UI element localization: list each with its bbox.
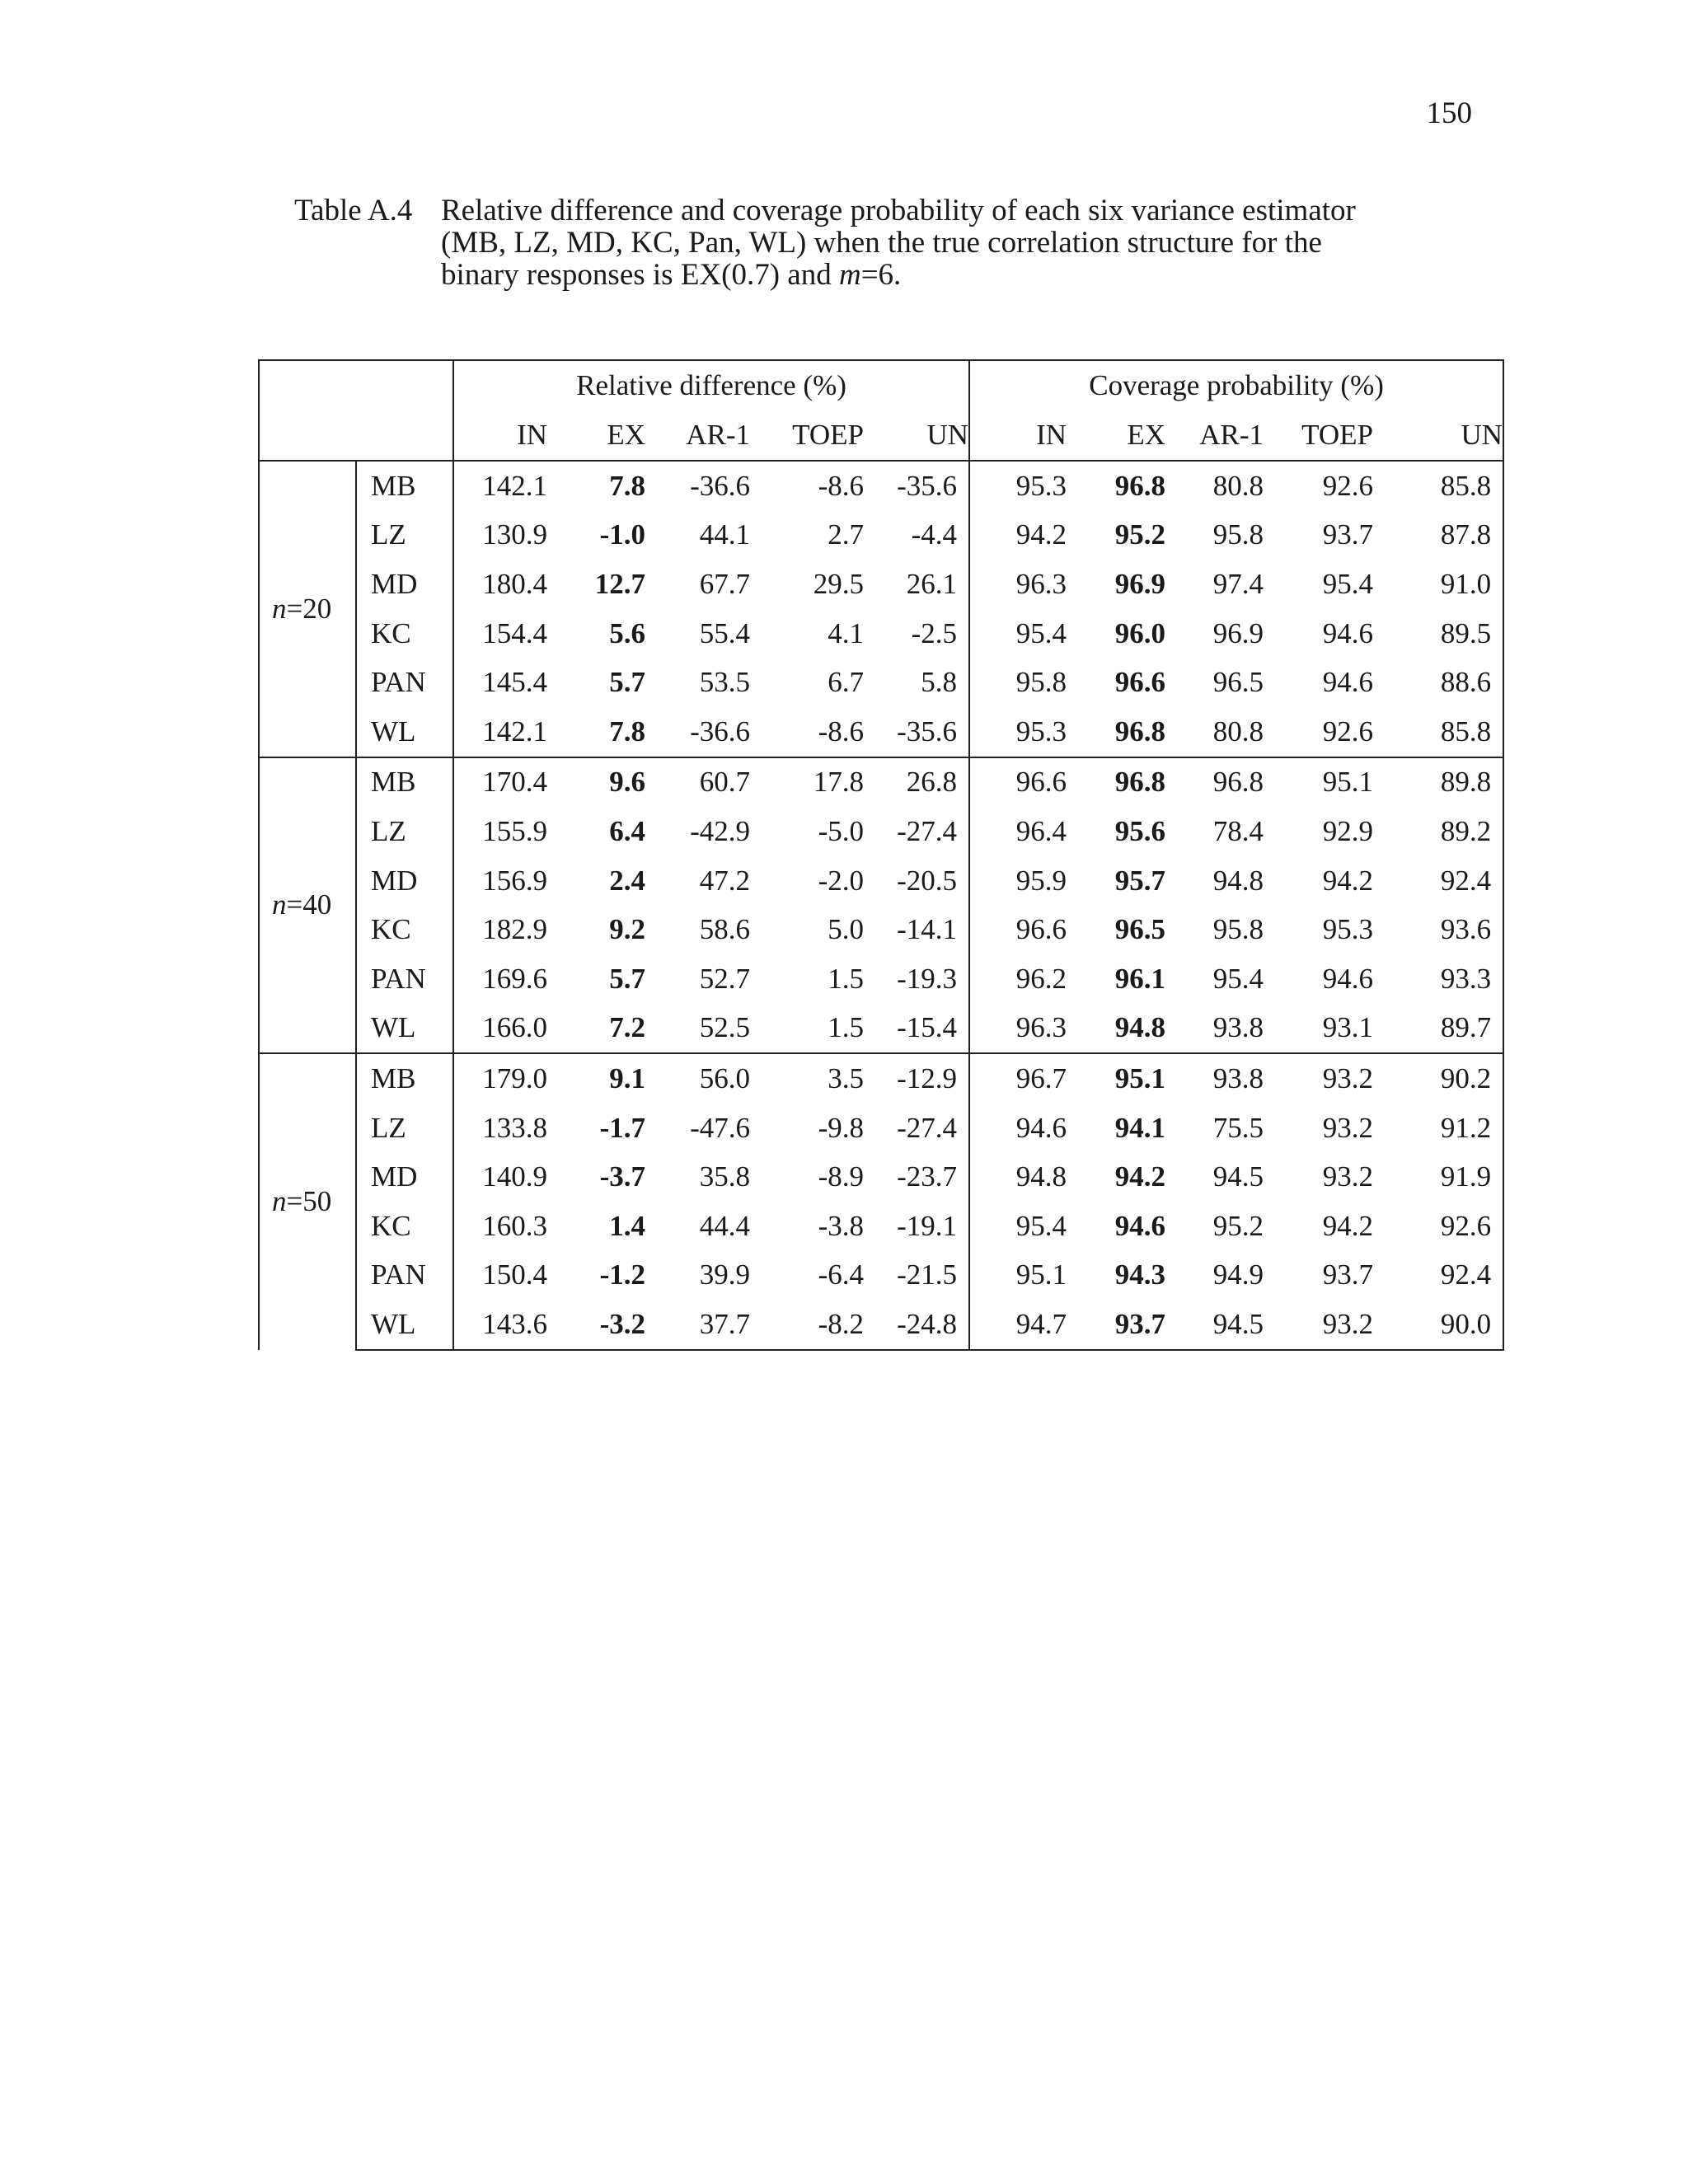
sample-size-variable: n (272, 592, 287, 625)
relative-difference-cell: 2.7 (828, 518, 864, 551)
relative-difference-cell: 5.7 (609, 962, 645, 995)
estimator-label: PAN (356, 954, 453, 1004)
relative-difference-cell: 5.0 (828, 913, 864, 946)
relative-difference-cell: -5.0 (818, 814, 864, 847)
relative-difference-cell: 150.4 (482, 1258, 547, 1291)
relative-difference-cell: 142.1 (482, 715, 547, 748)
coverage-probability-cell: 97.4 (1212, 567, 1264, 600)
sample-size-label (259, 461, 356, 757)
coverage-probability-cell: 95.3 (1015, 715, 1067, 748)
coverage-probability-cell: 95.4 (1015, 616, 1067, 649)
relative-difference-cell: -8.9 (818, 1160, 864, 1193)
coverage-probability-cell: 94.8 (1114, 1011, 1166, 1044)
coverage-probability-cell: 94.5 (1165, 1300, 1264, 1350)
relative-difference-cell: 179.0 (453, 1053, 547, 1104)
table-row (259, 461, 1503, 511)
coverage-probability-cell: 78.4 (1212, 814, 1264, 847)
table-row (259, 1152, 1503, 1202)
relative-difference-cell: -27.4 (864, 807, 969, 856)
relative-difference-cell: -8.2 (750, 1300, 864, 1350)
table-row (259, 807, 1503, 856)
coverage-probability-cell: 94.1 (1114, 1111, 1166, 1144)
coverage-probability-cell: 96.5 (1212, 666, 1264, 699)
coverage-probability-cell: 96.5 (1114, 913, 1166, 946)
relative-difference-cell: 67.7 (699, 567, 750, 600)
relative-difference-cell: -14.1 (864, 905, 969, 954)
coverage-probability-cell: 93.1 (1322, 1011, 1374, 1044)
relative-difference-cell: 44.1 (699, 518, 750, 551)
relative-difference-cell: -9.8 (818, 1111, 864, 1144)
coverage-probability-cell: 93.6 (1373, 905, 1503, 954)
table-header-row (259, 360, 1503, 410)
coverage-probability-cell: 96.8 (1067, 461, 1165, 511)
relative-difference-cell: -4.4 (864, 511, 969, 560)
relative-difference-cell: 156.9 (482, 864, 547, 897)
estimator-label: WL (356, 1300, 453, 1350)
page-number: 150 (1426, 96, 1472, 130)
coverage-probability-cell: 95.3 (1322, 913, 1374, 946)
coverage-probability-cell: 96.1 (1114, 962, 1166, 995)
coverage-probability-cell: 93.2 (1322, 1111, 1374, 1144)
table-row (259, 1300, 1503, 1350)
caption-text-fragment: binary responses is EX(0.7) and (441, 258, 839, 292)
caption-line: Relative difference and coverage probability of each six variance estimator (441, 194, 1356, 227)
relative-difference-cell: 35.8 (699, 1160, 750, 1193)
coverage-probability-cell: 94.6 (1015, 1111, 1067, 1144)
coverage-probability-cell: 95.1 (1264, 757, 1373, 808)
relative-difference-cell: -3.8 (818, 1209, 864, 1242)
caption-line: (MB, LZ, MD, KC, Pan, WL) when the true correlation structure for the (441, 226, 1322, 260)
column-header: EX (607, 419, 645, 451)
coverage-probability-cell: 90.0 (1373, 1300, 1503, 1350)
coverage-probability-cell: 95.6 (1114, 814, 1166, 847)
coverage-probability-cell: 96.8 (1114, 715, 1166, 748)
results-table (258, 359, 1504, 1351)
coverage-probability-cell: 93.7 (1322, 518, 1374, 551)
coverage-probability-cell: 96.7 (969, 1053, 1067, 1104)
coverage-probability-cell: 89.8 (1373, 757, 1503, 808)
relative-difference-cell: 160.3 (482, 1209, 547, 1242)
relative-difference-cell: -36.6 (690, 715, 750, 748)
table-row (259, 560, 1503, 609)
coverage-probability-cell: 88.6 (1373, 658, 1503, 707)
coverage-probability-cell: 93.8 (1212, 1011, 1264, 1044)
relative-difference-cell: -8.6 (750, 461, 864, 511)
table-row (259, 1251, 1503, 1301)
coverage-probability-cell: 75.5 (1212, 1111, 1264, 1144)
caption-text (441, 194, 1465, 291)
relative-difference-cell: 39.9 (699, 1258, 750, 1291)
relative-difference-cell: 142.1 (453, 461, 547, 511)
coverage-probability-cell: 94.8 (1212, 864, 1264, 897)
relative-difference-cell: 12.7 (594, 567, 645, 600)
coverage-probability-cell: 95.7 (1114, 864, 1166, 897)
sample-size-value: =40 (286, 888, 332, 921)
relative-difference-cell: 130.9 (482, 518, 547, 551)
estimator-label: KC (356, 905, 453, 954)
column-header: AR-1 (1199, 419, 1264, 451)
relative-difference-cell: -23.7 (864, 1152, 969, 1202)
sample-size-value: =50 (286, 1185, 332, 1218)
table-row (259, 905, 1503, 954)
coverage-probability-cell: 91.2 (1373, 1104, 1503, 1153)
coverage-probability-cell: 94.7 (969, 1300, 1067, 1350)
coverage-probability-cell: 96.3 (1015, 1011, 1067, 1044)
relative-difference-cell: 166.0 (482, 1011, 547, 1044)
coverage-probability-cell: 92.6 (1322, 715, 1374, 748)
column-header: AR-1 (686, 419, 750, 451)
relative-difference-cell: 58.6 (699, 913, 750, 946)
coverage-probability-cell: 94.3 (1114, 1258, 1166, 1291)
relative-difference-cell: -1.2 (599, 1258, 645, 1291)
relative-difference-cell: 145.4 (482, 666, 547, 699)
relative-difference-cell: 1.4 (609, 1209, 645, 1242)
relative-difference-cell: 180.4 (482, 567, 547, 600)
relative-difference-cell: -42.9 (690, 814, 750, 847)
coverage-probability-cell: 92.4 (1373, 856, 1503, 906)
coverage-probability-cell: 95.8 (1015, 666, 1067, 699)
relative-difference-cell: 5.6 (609, 616, 645, 649)
coverage-probability-cell: 93.2 (1264, 1053, 1373, 1104)
relative-difference-cell: -35.6 (864, 461, 969, 511)
table-row (259, 1104, 1503, 1153)
column-header: IN (1036, 419, 1067, 451)
coverage-probability-cell: 93.3 (1373, 954, 1503, 1004)
coverage-probability-cell: 95.8 (1212, 913, 1264, 946)
column-header: TOEP (792, 419, 864, 451)
coverage-probability-cell: 91.9 (1373, 1152, 1503, 1202)
relative-difference-cell: 1.5 (828, 962, 864, 995)
relative-difference-cell: 169.6 (482, 962, 547, 995)
relative-difference-cell: -27.4 (864, 1104, 969, 1153)
coverage-probability-cell: 93.8 (1165, 1053, 1264, 1104)
relative-difference-cell: 6.4 (609, 814, 645, 847)
relative-difference-cell: -19.3 (864, 954, 969, 1004)
coverage-probability-cell: 96.9 (1212, 616, 1264, 649)
sample-size-label (259, 757, 356, 1054)
coverage-probability-cell: 93.7 (1322, 1258, 1374, 1291)
relative-difference-cell: 26.1 (864, 560, 969, 609)
relative-difference-cell: -21.5 (864, 1251, 969, 1301)
relative-difference-cell: -1.0 (599, 518, 645, 551)
coverage-probability-cell: 92.6 (1264, 461, 1373, 511)
estimator-label: PAN (356, 1251, 453, 1301)
relative-difference-cell: -47.6 (690, 1111, 750, 1144)
coverage-probability-cell: 80.8 (1212, 715, 1264, 748)
relative-difference-cell: 60.7 (645, 757, 750, 808)
table-row (259, 658, 1503, 707)
table-row (259, 609, 1503, 658)
coverage-probability-cell: 94.6 (1322, 616, 1374, 649)
sample-size-value: =20 (286, 592, 332, 625)
relative-difference-cell: 9.1 (547, 1053, 645, 1104)
coverage-probability-cell: 96.3 (1015, 567, 1067, 600)
coverage-probability-cell: 85.8 (1373, 461, 1503, 511)
coverage-probability-cell: 93.7 (1067, 1300, 1165, 1350)
relative-difference-cell: 37.7 (645, 1300, 750, 1350)
column-header: UN (864, 410, 969, 461)
estimator-label: LZ (356, 1104, 453, 1153)
coverage-probability-cell: 96.6 (969, 757, 1067, 808)
sample-size-variable: n (272, 888, 287, 921)
caption-text-fragment: =6. (860, 258, 902, 292)
coverage-probability-cell: 95.4 (1322, 567, 1374, 600)
relative-difference-cell: -19.1 (864, 1202, 969, 1251)
coverage-probability-cell: 91.0 (1373, 560, 1503, 609)
coverage-probability-cell: 94.2 (1015, 518, 1067, 551)
table-row (259, 856, 1503, 906)
relative-difference-cell: 4.1 (828, 616, 864, 649)
relative-difference-cell: 6.7 (828, 666, 864, 699)
table-row (259, 707, 1503, 757)
coverage-probability-cell: 96.8 (1165, 757, 1264, 808)
relative-difference-cell: 26.8 (864, 757, 969, 808)
coverage-probability-cell: 92.4 (1373, 1251, 1503, 1301)
sample-size-variable: n (272, 1185, 287, 1218)
coverage-probability-cell: 92.6 (1373, 1202, 1503, 1251)
relative-difference-cell: -3.7 (599, 1160, 645, 1193)
column-header: IN (517, 419, 547, 451)
coverage-probability-cell: 94.9 (1212, 1258, 1264, 1291)
coverage-probability-cell: 80.8 (1165, 461, 1264, 511)
relative-difference-cell: -24.8 (864, 1300, 969, 1350)
coverage-probability-cell: 96.9 (1114, 567, 1166, 600)
coverage-probability-cell: 87.8 (1373, 511, 1503, 560)
relative-difference-cell: -15.4 (864, 1004, 969, 1054)
coverage-probability-cell: 94.6 (1114, 1209, 1166, 1242)
coverage-probability-cell: 89.2 (1373, 807, 1503, 856)
relative-difference-cell: -6.4 (818, 1258, 864, 1291)
estimator-label: KC (356, 609, 453, 658)
table-row (259, 1053, 1503, 1104)
relative-difference-cell: 17.8 (750, 757, 864, 808)
relative-difference-cell: 52.5 (699, 1011, 750, 1044)
relative-difference-cell: -3.2 (547, 1300, 645, 1350)
coverage-probability-cell: 96.2 (1015, 962, 1067, 995)
relative-difference-cell: -35.6 (864, 707, 969, 757)
relative-difference-cell: 56.0 (645, 1053, 750, 1104)
relative-difference-cell: 3.5 (750, 1053, 864, 1104)
coverage-probability-cell: 93.2 (1322, 1160, 1374, 1193)
relative-difference-cell: -20.5 (864, 856, 969, 906)
estimator-label: MD (356, 1152, 453, 1202)
relative-difference-cell: 133.8 (482, 1111, 547, 1144)
caption-label: Table A.4 (294, 194, 413, 227)
relative-difference-cell: 7.8 (547, 461, 645, 511)
estimator-label: WL (356, 1004, 453, 1054)
estimator-label: MB (356, 461, 453, 511)
relative-difference-cell: 170.4 (453, 757, 547, 808)
coverage-probability-header: Coverage probability (%) (969, 360, 1503, 410)
coverage-probability-cell: 95.2 (1212, 1209, 1264, 1242)
coverage-probability-cell: 94.2 (1322, 864, 1374, 897)
sample-size-label (259, 1053, 356, 1350)
estimator-label: MB (356, 757, 453, 808)
estimator-label: WL (356, 707, 453, 757)
caption-line (441, 259, 1465, 291)
relative-difference-cell: 55.4 (699, 616, 750, 649)
column-header: TOEP (1301, 419, 1374, 451)
table-caption (294, 194, 1465, 291)
coverage-probability-cell: 94.6 (1322, 962, 1374, 995)
relative-difference-cell: 47.2 (699, 864, 750, 897)
coverage-probability-cell: 94.8 (1015, 1160, 1067, 1193)
estimator-label: MB (356, 1053, 453, 1104)
caption-variable: m (838, 258, 861, 292)
coverage-probability-cell: 95.4 (1212, 962, 1264, 995)
relative-difference-cell: -36.6 (645, 461, 750, 511)
coverage-probability-cell: 95.1 (1067, 1053, 1165, 1104)
estimator-label: PAN (356, 658, 453, 707)
coverage-probability-cell: 96.6 (1114, 666, 1166, 699)
column-header: EX (1127, 419, 1166, 451)
relative-difference-cell: 140.9 (482, 1160, 547, 1193)
relative-difference-cell: 29.5 (813, 567, 864, 600)
table-corner-cell (259, 360, 453, 461)
coverage-probability-cell: 95.4 (1015, 1209, 1067, 1242)
table-row (259, 511, 1503, 560)
coverage-probability-cell: 85.8 (1373, 707, 1503, 757)
estimator-label: MD (356, 856, 453, 906)
relative-difference-cell: 182.9 (482, 913, 547, 946)
relative-difference-cell: -2.0 (818, 864, 864, 897)
relative-difference-cell: 9.2 (609, 913, 645, 946)
relative-difference-cell: 154.4 (482, 616, 547, 649)
relative-difference-cell: -2.5 (864, 609, 969, 658)
column-header: UN (1373, 410, 1503, 461)
coverage-probability-cell: 94.2 (1114, 1160, 1166, 1193)
relative-difference-cell: 9.6 (547, 757, 645, 808)
coverage-probability-cell: 96.4 (1015, 814, 1067, 847)
coverage-probability-cell: 89.7 (1373, 1004, 1503, 1054)
estimator-label: MD (356, 560, 453, 609)
coverage-probability-cell: 90.2 (1373, 1053, 1503, 1104)
coverage-probability-cell: 95.9 (1015, 864, 1067, 897)
coverage-probability-cell: 89.5 (1373, 609, 1503, 658)
estimator-label: LZ (356, 511, 453, 560)
coverage-probability-cell: 95.1 (1015, 1258, 1067, 1291)
relative-difference-cell: 5.7 (609, 666, 645, 699)
table-row (259, 954, 1503, 1004)
coverage-probability-cell: 95.3 (969, 461, 1067, 511)
relative-difference-cell: 1.5 (828, 1011, 864, 1044)
coverage-probability-cell: 92.9 (1322, 814, 1374, 847)
estimator-label: KC (356, 1202, 453, 1251)
relative-difference-cell: 7.2 (609, 1011, 645, 1044)
coverage-probability-cell: 96.0 (1114, 616, 1166, 649)
relative-difference-cell: 7.8 (609, 715, 645, 748)
relative-difference-cell: -12.9 (864, 1053, 969, 1104)
coverage-probability-cell: 96.8 (1067, 757, 1165, 808)
coverage-probability-cell: 95.8 (1212, 518, 1264, 551)
coverage-probability-cell: 96.6 (1015, 913, 1067, 946)
table-body (259, 461, 1503, 1350)
relative-difference-cell: -1.7 (599, 1111, 645, 1144)
relative-difference-cell: -8.6 (818, 715, 864, 748)
table-row (259, 757, 1503, 808)
relative-difference-cell: 155.9 (482, 814, 547, 847)
relative-difference-cell: 2.4 (609, 864, 645, 897)
coverage-probability-cell: 94.5 (1212, 1160, 1264, 1193)
table-row (259, 1202, 1503, 1251)
estimator-label: LZ (356, 807, 453, 856)
coverage-probability-cell: 95.2 (1114, 518, 1166, 551)
relative-difference-cell: 143.6 (453, 1300, 547, 1350)
relative-difference-cell: 52.7 (699, 962, 750, 995)
coverage-probability-cell: 93.2 (1264, 1300, 1373, 1350)
coverage-probability-cell: 94.6 (1322, 666, 1374, 699)
relative-difference-cell: 5.8 (864, 658, 969, 707)
relative-difference-header: Relative difference (%) (453, 360, 969, 410)
relative-difference-cell: 53.5 (699, 666, 750, 699)
table-row (259, 1004, 1503, 1054)
coverage-probability-cell: 94.2 (1322, 1209, 1374, 1242)
relative-difference-cell: 44.4 (699, 1209, 750, 1242)
